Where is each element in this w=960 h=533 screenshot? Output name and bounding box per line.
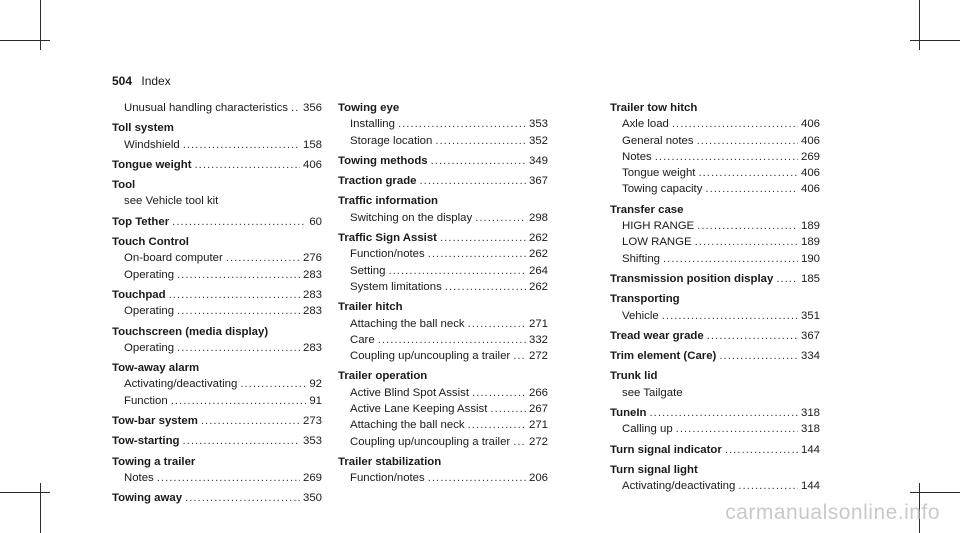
index-subentry-label: Coupling up/uncoupling a trailer <box>350 350 511 363</box>
index-subentry <box>112 250 322 266</box>
leader-dots <box>431 153 526 169</box>
index-subentry-label: Notes <box>124 471 154 484</box>
index-heading-label: Trailer operation <box>338 370 428 383</box>
index-subentry <box>338 434 548 450</box>
index-entry <box>112 177 322 210</box>
leader-dots <box>177 340 300 356</box>
crop-mark <box>0 492 50 493</box>
index-heading <box>112 360 322 376</box>
index-heading <box>338 230 548 246</box>
leader-dots <box>183 137 300 153</box>
index-entry <box>112 120 322 153</box>
leader-dots <box>676 421 798 437</box>
page-ref: 406 <box>800 134 820 147</box>
index-subentry <box>610 116 820 132</box>
leader-dots <box>388 263 526 279</box>
page-ref: 189 <box>800 220 820 233</box>
index-entry <box>610 328 820 344</box>
page-ref: 352 <box>528 134 548 147</box>
index-column-3 <box>610 100 820 495</box>
index-heading <box>610 368 820 384</box>
index-heading <box>610 202 820 218</box>
page-ref: 144 <box>800 443 820 456</box>
leader-dots <box>440 230 526 246</box>
index-heading-label: Trunk lid <box>610 370 658 383</box>
index-subentry-label: General notes <box>622 134 694 147</box>
crop-mark <box>910 40 960 41</box>
crop-mark <box>919 0 920 50</box>
index-entry <box>112 234 322 283</box>
index-subentry-label: Installing <box>350 118 395 131</box>
index-subentry <box>610 165 820 181</box>
index-entry <box>112 100 322 116</box>
index-entry <box>610 271 820 287</box>
page-ref: 92 <box>309 378 322 391</box>
index-heading-label: Traffic Sign Assist <box>338 232 437 245</box>
index-heading-label: Tow-bar system <box>112 415 198 428</box>
leader-dots <box>291 100 300 116</box>
index-subentry-label: Calling up <box>622 423 673 436</box>
index-subentry-label: Notes <box>622 150 652 163</box>
index-heading-label: Trailer hitch <box>338 301 403 314</box>
page-ref: 406 <box>800 167 820 180</box>
page-ref: 273 <box>302 415 322 428</box>
index-subentry-label: Attaching the ball neck <box>350 419 465 432</box>
index-heading <box>610 462 820 478</box>
index-entry <box>112 490 322 506</box>
index-subentry <box>338 417 548 433</box>
index-subentry <box>338 401 548 417</box>
index-heading-label: Toll system <box>112 122 174 135</box>
index-heading-label: Transporting <box>610 293 680 306</box>
page-ref: 406 <box>800 118 820 131</box>
leader-dots <box>695 234 798 250</box>
index-heading <box>610 100 820 116</box>
index-subentry-label: Coupling up/uncoupling a trailer <box>350 435 511 448</box>
watermark-text: carmanualsonline.info <box>725 501 940 524</box>
index-subentry <box>610 385 820 401</box>
index-heading <box>112 234 322 250</box>
index-heading-label: Touch Control <box>112 236 189 249</box>
leader-dots <box>177 303 300 319</box>
index-subentry <box>610 308 820 324</box>
page-ref: 350 <box>302 492 322 505</box>
page-ref: 262 <box>528 280 548 293</box>
index-heading-label: Turn signal indicator <box>610 443 722 456</box>
leader-dots <box>655 149 798 165</box>
index-entry <box>610 442 820 458</box>
index-heading-label: Tread wear grade <box>610 329 704 342</box>
page-ref: 283 <box>302 305 322 318</box>
leader-dots <box>177 267 300 283</box>
index-heading-label: Traction grade <box>338 175 417 188</box>
index-entry <box>338 299 548 364</box>
index-subentry-label: Activating/deactivating <box>622 480 736 493</box>
leader-dots <box>672 116 798 132</box>
index-heading-label: Trim element (Care) <box>610 350 717 363</box>
page-ref: 298 <box>528 211 548 224</box>
index-subentry <box>112 137 322 153</box>
leader-dots <box>513 434 526 450</box>
page-ref: 60 <box>309 215 322 228</box>
page-ref: 283 <box>302 268 322 281</box>
page-ref: 272 <box>528 350 548 363</box>
leader-dots <box>201 413 300 429</box>
leader-dots <box>475 210 526 226</box>
page-ref: 318 <box>800 423 820 436</box>
index-subentry <box>610 478 820 494</box>
leader-dots <box>195 157 300 173</box>
index-heading-label: Traffic information <box>338 195 438 208</box>
leader-dots <box>705 181 798 197</box>
page-ref: 190 <box>800 252 820 265</box>
index-entry <box>112 324 322 357</box>
index-subentry <box>338 133 548 149</box>
leader-dots <box>185 490 300 506</box>
page-ref: 283 <box>302 288 322 301</box>
index-heading-label: Towing methods <box>338 154 428 167</box>
index-subentry <box>112 376 322 392</box>
index-heading <box>112 287 322 303</box>
index-heading-label: Tongue weight <box>112 158 192 171</box>
index-subentry-label: Operating <box>124 341 175 354</box>
leader-dots <box>172 214 306 230</box>
crop-mark <box>40 0 41 50</box>
index-subentry <box>112 193 322 209</box>
page-ref: 406 <box>800 183 820 196</box>
index-subentry <box>610 133 820 149</box>
leader-dots <box>490 401 526 417</box>
index-subentry-label: Care <box>350 333 375 346</box>
index-subentry <box>338 332 548 348</box>
index-heading <box>112 413 322 429</box>
index-subentry <box>338 470 548 486</box>
page-ref: 269 <box>302 471 322 484</box>
page-ref: 406 <box>302 158 322 171</box>
index-heading-label: Transfer case <box>610 203 684 216</box>
index-subentry-label: Function <box>124 394 168 407</box>
index-heading-label: Transmission position display <box>610 272 774 285</box>
index-subentry-label: Switching on the display <box>350 211 473 224</box>
index-heading <box>112 490 322 506</box>
index-heading-label: Trailer stabilization <box>338 455 442 468</box>
leader-dots <box>226 250 300 266</box>
page-ref: 262 <box>528 232 548 245</box>
index-heading-label: Touchpad <box>112 288 166 301</box>
leader-dots <box>420 173 526 189</box>
page-ref: 283 <box>302 341 322 354</box>
index-entry <box>610 405 820 438</box>
index-heading <box>112 433 322 449</box>
leader-dots <box>776 271 798 287</box>
index-heading-label: Turn signal light <box>610 463 698 476</box>
page-header <box>112 74 171 88</box>
index-heading-label: Touchscreen (media display) <box>112 325 269 338</box>
index-entry <box>338 173 548 189</box>
page-ref: 144 <box>800 480 820 493</box>
leader-dots <box>240 376 306 392</box>
index-subentry <box>338 385 548 401</box>
index-subentry <box>610 218 820 234</box>
index-subentry <box>338 316 548 332</box>
leader-dots <box>171 393 307 409</box>
index-subentry <box>112 303 322 319</box>
index-entry <box>338 193 548 226</box>
page-ref: 351 <box>800 309 820 322</box>
page-ref: 271 <box>528 419 548 432</box>
index-subentry-label: Active Blind Spot Assist <box>350 386 470 399</box>
index-subentry-label: Axle load <box>622 118 669 131</box>
index-heading-label: Top Tether <box>112 215 170 228</box>
page-ref: 267 <box>528 403 548 416</box>
index-subentry-label: System limitations <box>350 280 442 293</box>
leader-dots <box>378 332 526 348</box>
leader-dots <box>435 133 526 149</box>
index-heading-label: Tool <box>112 179 136 192</box>
index-heading <box>112 324 322 340</box>
leader-dots <box>662 308 798 324</box>
page-ref: 353 <box>528 118 548 131</box>
leader-dots <box>398 116 526 132</box>
index-subentry-label: Tongue weight <box>622 167 696 180</box>
page-ref: 185 <box>800 272 820 285</box>
index-subentry <box>338 246 548 262</box>
leader-dots <box>513 348 526 364</box>
index-entry <box>112 360 322 409</box>
index-subentry <box>338 210 548 226</box>
index-heading-label: Trailer tow hitch <box>610 102 698 114</box>
index-heading <box>610 271 820 287</box>
page-ref: 272 <box>528 435 548 448</box>
index-entry <box>112 287 322 320</box>
index-entry <box>610 348 820 364</box>
index-subentry-label: Windshield <box>124 138 180 151</box>
index-subentry-label: Unusual handling characteristics <box>124 102 288 114</box>
index-column-2 <box>338 100 548 487</box>
index-subentry <box>610 234 820 250</box>
page-ref: 334 <box>800 350 820 363</box>
page-ref: 318 <box>800 407 820 420</box>
leader-dots <box>183 433 300 449</box>
page-ref: 189 <box>800 236 820 249</box>
index-entry <box>112 157 322 173</box>
index-heading-label: Tow-away alarm <box>112 362 200 375</box>
index-heading <box>610 405 820 421</box>
page-ref: 349 <box>528 154 548 167</box>
index-heading-label: Towing away <box>112 492 183 505</box>
index-entry <box>338 153 548 169</box>
page-ref: 332 <box>528 333 548 346</box>
leader-dots <box>445 279 526 295</box>
index-subentry <box>112 100 322 116</box>
index-heading <box>338 299 548 315</box>
index-entry <box>112 413 322 429</box>
page-ref: 266 <box>528 386 548 399</box>
crop-mark <box>0 40 50 41</box>
index-subentry-label: Operating <box>124 305 175 318</box>
leader-dots <box>697 218 798 234</box>
page-ref: 353 <box>302 435 322 448</box>
page-ref: 276 <box>302 252 322 265</box>
index-entry <box>112 214 322 230</box>
index-heading <box>112 214 322 230</box>
leader-dots <box>738 478 798 494</box>
index-subentry-label: Operating <box>124 268 175 281</box>
index-entry <box>112 454 322 487</box>
index-subentry-label: Active Lane Keeping Assist <box>350 403 488 416</box>
index-heading <box>338 454 548 470</box>
index-entry <box>610 462 820 495</box>
index-subentry-label: Setting <box>350 264 386 277</box>
page-ref: 367 <box>800 329 820 342</box>
index-entry <box>610 368 820 401</box>
index-subentry <box>610 251 820 267</box>
leader-dots <box>697 133 798 149</box>
index-subentry <box>338 348 548 364</box>
index-entry <box>610 100 820 198</box>
index-heading <box>338 368 548 384</box>
index-heading <box>112 177 322 193</box>
index-heading <box>338 193 548 209</box>
page-number: 504 <box>112 74 133 88</box>
leader-dots <box>428 470 526 486</box>
index-subentry-label: Vehicle <box>622 309 659 322</box>
index-subentry <box>610 149 820 165</box>
page-ref: 367 <box>528 175 548 188</box>
index-subentry-label: Function/notes <box>350 472 425 485</box>
index-heading <box>338 173 548 189</box>
leader-dots <box>719 348 798 364</box>
index-subentry-label: Activating/deactivating <box>124 378 238 391</box>
index-entry <box>338 230 548 295</box>
index-subentry-label: LOW RANGE <box>622 236 692 249</box>
index-heading <box>112 120 322 136</box>
index-heading <box>338 100 548 116</box>
index-entry <box>338 368 548 449</box>
index-subentry <box>338 263 548 279</box>
index-subentry-label: see Tailgate <box>622 386 683 399</box>
page-ref: 271 <box>528 317 548 330</box>
index-entry <box>610 291 820 324</box>
index-subentry <box>610 181 820 197</box>
index-subentry-label: see Vehicle tool kit <box>124 195 219 208</box>
index-subentry <box>112 267 322 283</box>
leader-dots <box>428 246 526 262</box>
section-title: Index <box>141 74 171 88</box>
index-subentry-label: On-board computer <box>124 252 223 265</box>
leader-dots <box>725 442 798 458</box>
crop-mark <box>40 483 41 533</box>
index-subentry-label: Towing capacity <box>622 183 703 196</box>
index-heading <box>610 328 820 344</box>
leader-dots <box>663 251 798 267</box>
leader-dots <box>472 385 526 401</box>
index-heading <box>338 153 548 169</box>
page-ref: 158 <box>302 138 322 151</box>
leader-dots <box>169 287 300 303</box>
page-ref: 91 <box>309 394 322 407</box>
index-heading <box>610 291 820 307</box>
leader-dots <box>707 328 798 344</box>
index-subentry-label: HIGH RANGE <box>622 220 695 233</box>
index-entry <box>112 433 322 449</box>
index-entry <box>338 100 548 149</box>
index-heading <box>610 348 820 364</box>
index-heading <box>610 442 820 458</box>
leader-dots <box>650 405 798 421</box>
page-ref: 269 <box>800 150 820 163</box>
leader-dots <box>698 165 798 181</box>
index-entry <box>610 202 820 267</box>
index-subentry <box>338 116 548 132</box>
index-subentry <box>112 470 322 486</box>
index-heading-label: Towing a trailer <box>112 455 196 468</box>
page-ref: 356 <box>302 102 322 114</box>
index-heading-label: Towing eye <box>338 102 400 114</box>
index-heading <box>112 157 322 173</box>
index-entry <box>338 454 548 487</box>
index-subentry <box>610 421 820 437</box>
leader-dots <box>468 417 526 433</box>
page-ref: 206 <box>528 472 548 485</box>
page-ref: 262 <box>528 248 548 261</box>
index-heading <box>112 454 322 470</box>
index-subentry-label: Attaching the ball neck <box>350 317 465 330</box>
page-ref: 264 <box>528 264 548 277</box>
index-subentry <box>112 340 322 356</box>
index-subentry-label: Shifting <box>622 252 660 265</box>
index-subentry <box>338 279 548 295</box>
index-subentry-label: Storage location <box>350 134 433 147</box>
leader-dots <box>157 470 300 486</box>
leader-dots <box>468 316 526 332</box>
index-heading-label: Tow-starting <box>112 435 180 448</box>
index-subentry <box>112 393 322 409</box>
index-heading-label: TuneIn <box>610 407 647 420</box>
crop-mark <box>910 492 960 493</box>
index-column-1 <box>112 100 322 507</box>
index-subentry-label: Function/notes <box>350 248 425 261</box>
